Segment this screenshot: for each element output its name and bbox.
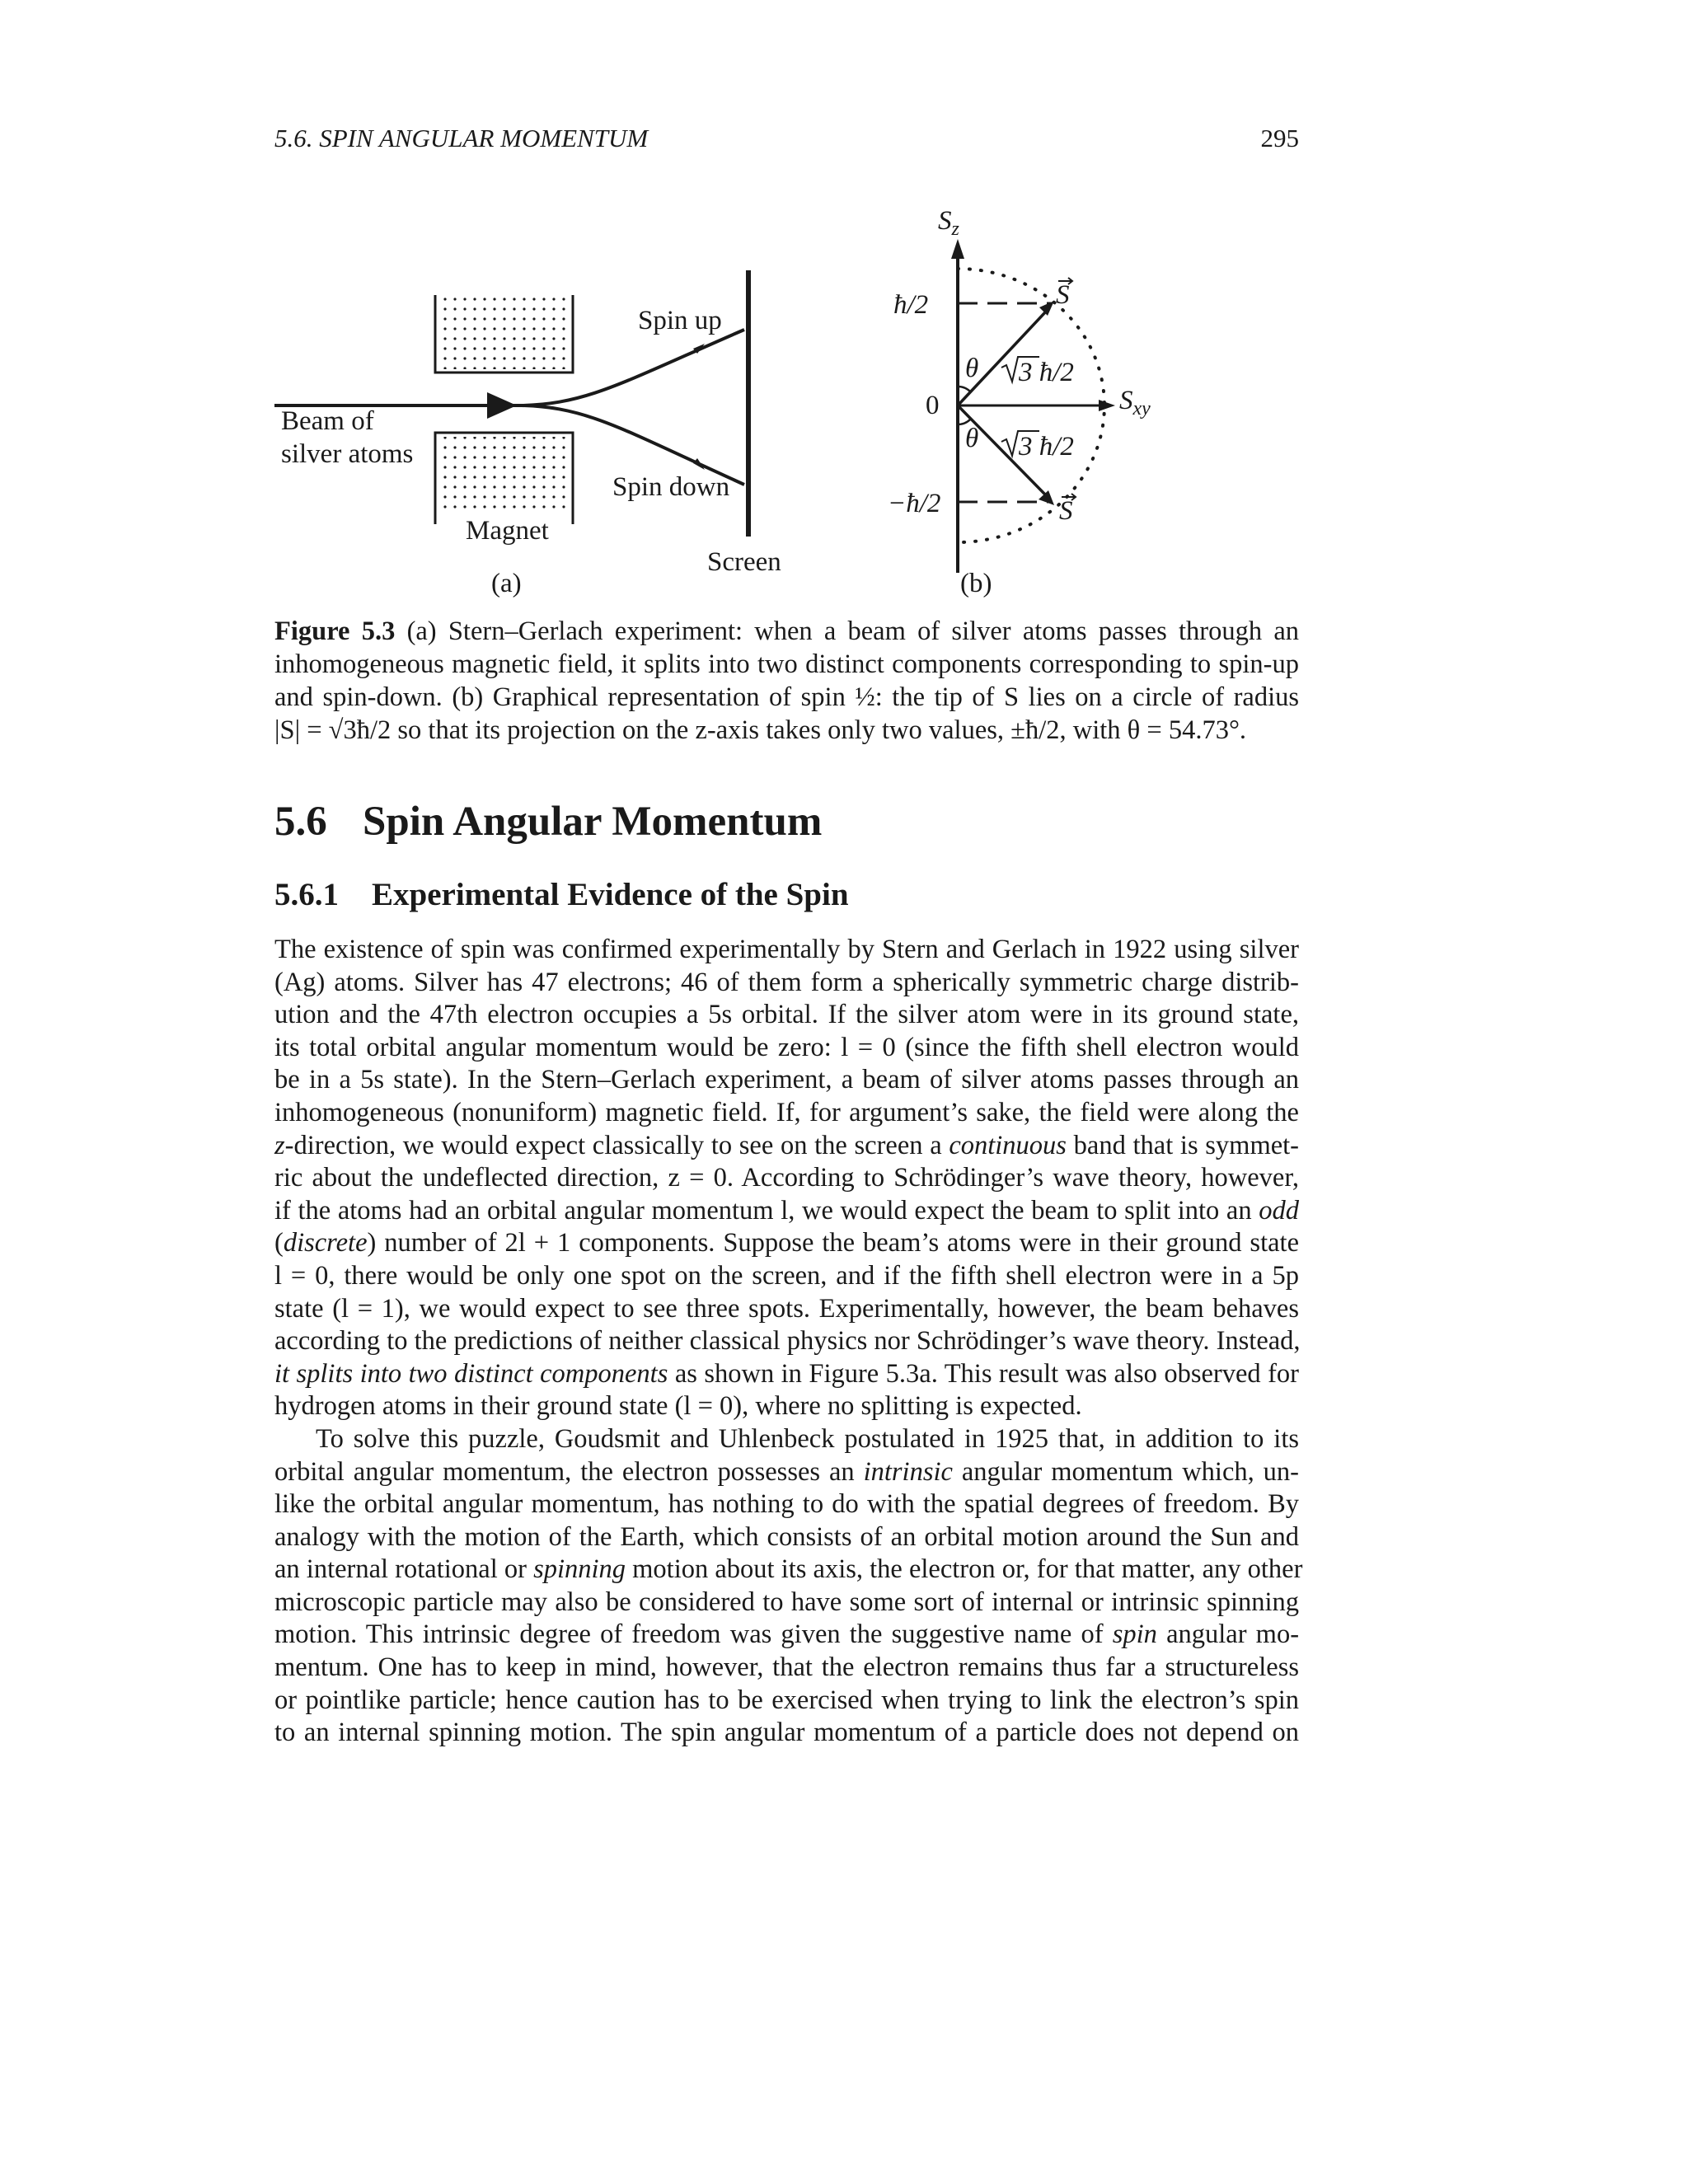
- spin-down-label: Spin down: [612, 472, 730, 502]
- running-header: [274, 124, 1299, 165]
- paragraph-line: be in a 5s state). In the Stern–Gerlach experiment, a beam of silver atoms passes through an: [274, 1065, 1299, 1095]
- magnitude-label-upper: [1001, 357, 1074, 387]
- paragraph-line: ution and the 47th electron occupies a 5s orbital. If the silver atom were in its ground state,: [274, 1000, 1299, 1030]
- section-number: 5.6: [274, 799, 327, 845]
- paragraph-line: orbital angular momentum, the electron possesses an intrinsic angular momentum which, un-: [274, 1456, 1300, 1487]
- sz-axis-label: $S_z$: [938, 206, 959, 240]
- figure-5-3: [274, 198, 1299, 610]
- paragraph-line: The existence of spin was confirmed experimentally by Stern and Gerlach in 1922 using silver: [274, 935, 1299, 964]
- paragraph-line: hydrogen atoms in their ground state (l = 0), where no splitting is expected.: [274, 1391, 1082, 1422]
- page-number: 295: [1260, 124, 1299, 152]
- section-heading: [274, 798, 822, 846]
- paragraph-line: To solve this puzzle, Goudsmit and Uhlenbeck postulated in 1925 that, in addition to its: [316, 1423, 1299, 1454]
- paragraph-line: ric about the undeflected direction, z = 0. According to Schrödinger’s wave theory, however,: [274, 1163, 1299, 1193]
- paragraph-line: z-direction, we would expect classically to see on the screen a continuous band that is symmet-: [274, 1130, 1299, 1160]
- svg-text:3 ħ/2: 3 ħ/2: [1019, 432, 1074, 462]
- running-title: 5.6. SPIN ANGULAR MOMENTUM: [274, 124, 649, 152]
- magnet-upper-pole: [435, 295, 573, 373]
- sxy-axis-label: $S_{xy}$: [1119, 386, 1151, 419]
- panel-b-label: (b): [960, 569, 992, 598]
- spin-up-label: Spin up: [638, 306, 722, 335]
- figure-caption: [274, 615, 1299, 747]
- svg-text:3 ħ/2: 3 ħ/2: [1019, 358, 1074, 387]
- paragraph-line: analogy with the motion of the Earth, which consists of an orbital motion around the Sun and: [274, 1521, 1299, 1552]
- body-text: [274, 934, 1303, 1750]
- paragraph-line: mentum. One has to keep in mind, however, that the electron remains thus far a structureless: [274, 1652, 1299, 1683]
- subsection-heading: [274, 876, 849, 913]
- panel-a-label: (a): [491, 569, 522, 598]
- caption-line-3: and spin-down. (b) Graphical representation of spin ½: the tip of S lies on a circle of radius: [274, 682, 1299, 712]
- paragraph-line: (Ag) atoms. Silver has 47 electrons; 46 of them form a spherically symmetric charge distrib-: [274, 967, 1299, 997]
- subsection-title: Experimental Evidence of the Spin: [372, 877, 849, 912]
- subsection-number: 5.6.1: [274, 877, 339, 912]
- paragraph-line: to an internal spinning motion. The spin angular momentum of a particle does not depend on: [274, 1718, 1299, 1748]
- paragraph-line: l = 0, there would be only one spot on the screen, and if the fifth shell electron were in a 5p: [274, 1260, 1299, 1291]
- section-title: Spin Angular Momentum: [363, 799, 823, 845]
- paragraph-line: microscopic particle may also be considered to have some sort of internal or intrinsic spinning: [274, 1586, 1299, 1617]
- paragraph-line: motion. This intrinsic degree of freedom was given the suggestive name of spin angular mo-: [274, 1619, 1300, 1650]
- paragraph-line: an internal rotational or spinning motion about its axis, the electron or, for that matter, any other: [274, 1554, 1303, 1585]
- vector-s-upper: S: [1056, 280, 1070, 310]
- paragraph-line: inhomogeneous (nonuniform) magnetic field. If, for argument’s sake, the field were along the: [274, 1097, 1299, 1127]
- magnet-lower-pole: [435, 433, 573, 524]
- theta-lower: θ: [965, 424, 979, 453]
- tick-zero: 0: [926, 391, 940, 420]
- paragraph-line: like the orbital angular momentum, has nothing to do with the spatial degrees of freedom. By: [274, 1489, 1299, 1520]
- tick-hbar-half: ħ/2: [893, 290, 929, 320]
- paragraph-line: (discrete) number of 2l + 1 components. Suppose the beam’s atoms were in their ground state: [274, 1228, 1299, 1258]
- beam-label-line1: Beam of: [281, 406, 374, 436]
- paragraph-line: it splits into two distinct components as shown in Figure 5.3a. This result was also observed for: [274, 1358, 1300, 1389]
- caption-label: Figure 5.3: [274, 616, 396, 646]
- paragraph-line: its total orbital angular momentum would be zero: l = 0 (since the fifth shell electron would: [274, 1032, 1299, 1062]
- caption-line-1: Figure 5.3 (a) Stern–Gerlach experiment: when a beam of silver atoms passes through an: [274, 616, 1299, 646]
- figure-drawing: [274, 198, 1299, 610]
- theta-upper: θ: [965, 354, 979, 383]
- vector-s-lower: S: [1059, 496, 1073, 526]
- paragraph-line: state (l = 1), we would expect to see three spots. Experimentally, however, the beam behaves: [274, 1293, 1299, 1324]
- beam-label-line2: silver atoms: [281, 439, 414, 469]
- tick-minus-hbar-half: −ħ/2: [888, 489, 941, 518]
- paragraph-line: or pointlike particle; hence caution has to be exercised when trying to link the electron’s spin: [274, 1685, 1299, 1715]
- magnitude-label-lower: [1001, 431, 1074, 462]
- paragraph-line: if the atoms had an orbital angular momentum l, we would expect the beam to split into an odd: [274, 1195, 1300, 1226]
- caption-line-2: inhomogeneous magnetic field, it splits into two distinct components corresponding to spin-up: [274, 649, 1299, 679]
- screen-label: Screen: [707, 547, 781, 577]
- caption-line-4: |S| = √3ħ/2 so that its projection on the z-axis takes only two values, ±ħ/2, with θ = 54.73°.: [274, 715, 1247, 745]
- magnet-label: Magnet: [466, 516, 549, 546]
- paragraph-line: according to the predictions of neither classical physics nor Schrödinger’s wave theory. Instead,: [274, 1326, 1301, 1357]
